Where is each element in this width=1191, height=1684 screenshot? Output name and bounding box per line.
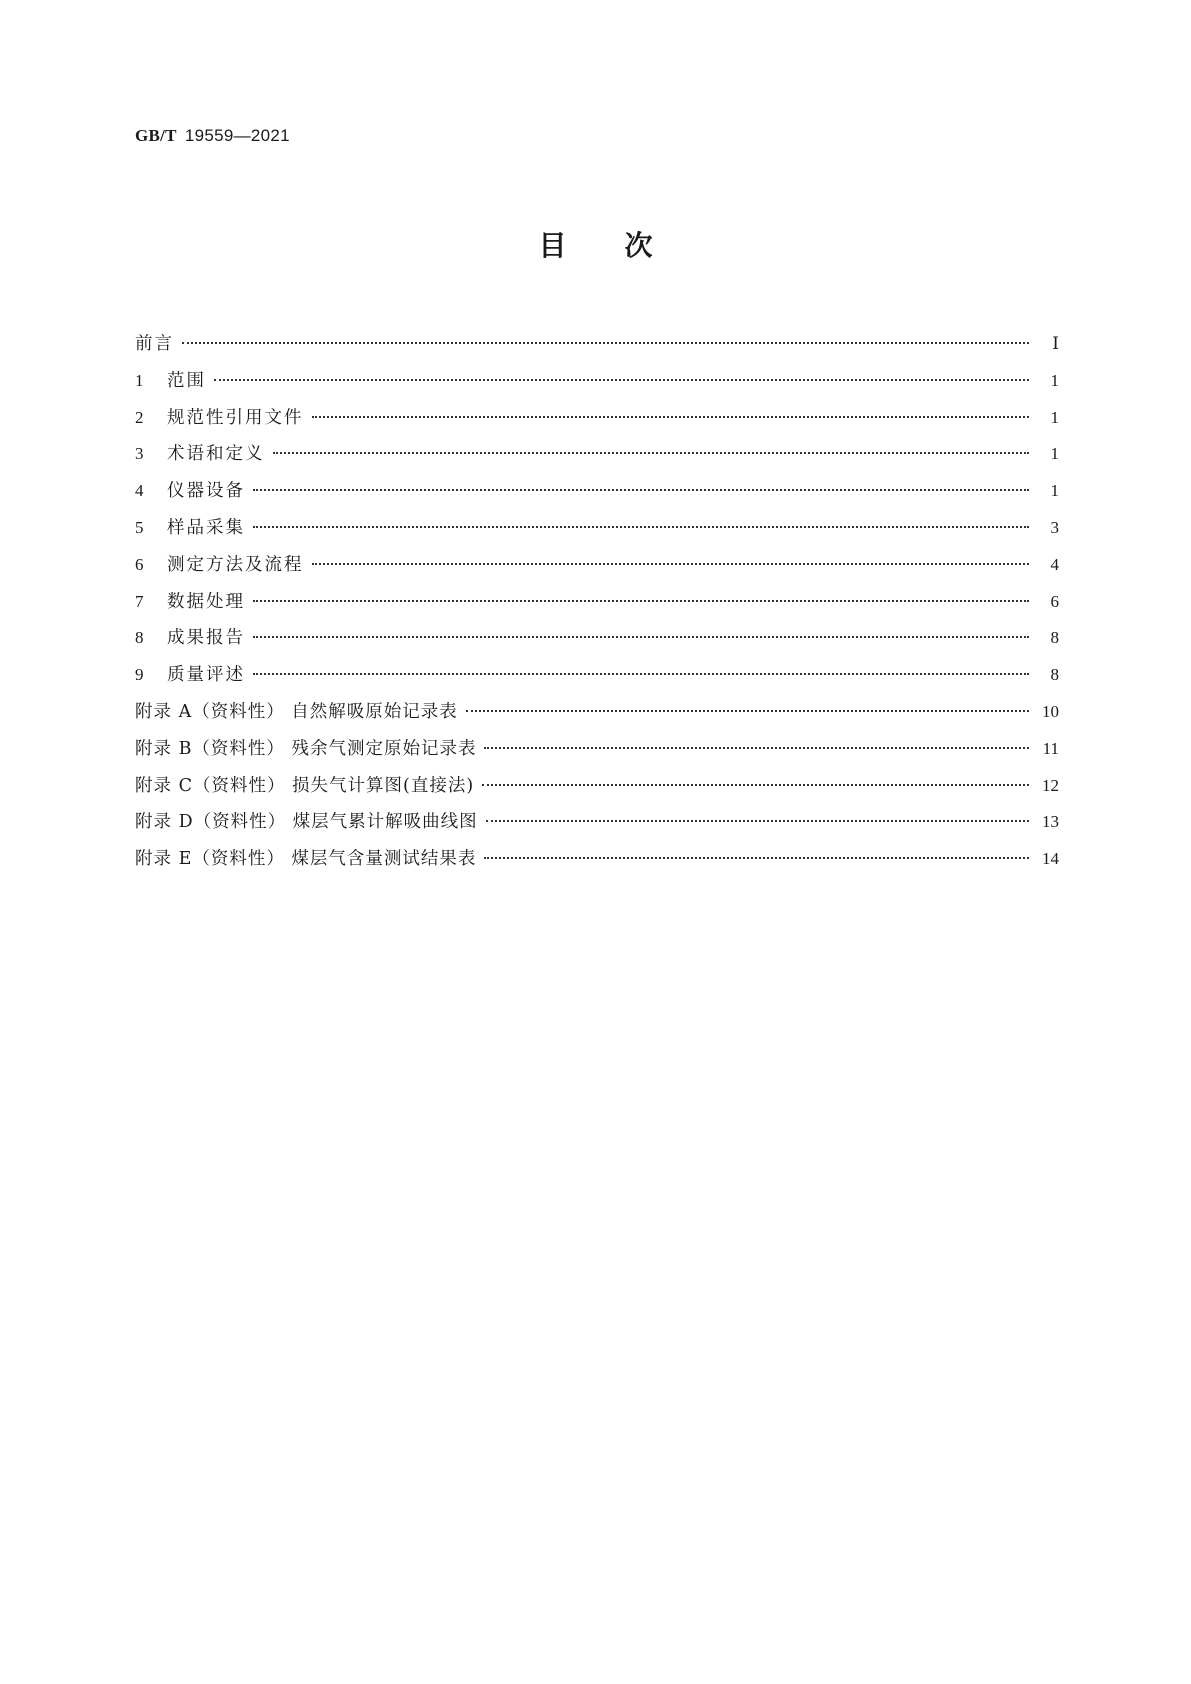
toc-entry-label: 测定方法及流程 (167, 554, 304, 575)
toc-entry-annex-a[interactable] (135, 694, 1059, 731)
toc-leader-dots (312, 416, 1030, 418)
standard-code: GB/T (135, 126, 177, 145)
toc-entry-page: 6 (1050, 591, 1059, 611)
toc-entry-label: 附录 C（资料性） 损失气计算图(直接法) (135, 775, 475, 796)
toc-entry-page: 12 (1042, 775, 1059, 795)
toc-leader-dots (182, 342, 1029, 344)
toc-entry-label: 前言 (135, 334, 174, 354)
toc-leader-dots (273, 452, 1030, 454)
toc-leader-dots (484, 747, 1029, 749)
toc-leader-dots (253, 600, 1029, 602)
toc-entry-page: 13 (1042, 812, 1059, 832)
toc-leader-dots (466, 710, 1029, 712)
toc-leader-dots (253, 526, 1029, 528)
page-title: 目次 (538, 229, 711, 262)
toc-entry-page: 1 (1050, 407, 1059, 427)
toc-entry-scope[interactable] (135, 363, 1059, 400)
toc-entry-normative-references[interactable] (135, 400, 1059, 437)
toc-entry-page: 1 (1050, 481, 1059, 501)
toc-entry-number: 7 (135, 591, 144, 611)
toc-entry-label: 附录 D（资料性） 煤层气累计解吸曲线图 (135, 812, 478, 833)
toc-entry-label: 规范性引用文件 (167, 407, 304, 428)
toc-entry-label: 附录 B（资料性） 残余气测定原始记录表 (135, 738, 477, 759)
toc-entry-annex-b[interactable] (135, 731, 1059, 768)
toc-entry-page: 1 (1050, 444, 1059, 464)
toc-leader-dots (482, 784, 1029, 786)
toc-entry-annex-c[interactable] (135, 768, 1059, 805)
toc-entry-label: 样品采集 (167, 517, 245, 538)
toc-entry-number: 3 (135, 444, 144, 464)
toc-entry-foreword[interactable] (135, 326, 1059, 363)
toc-entry-annex-e[interactable] (135, 841, 1059, 878)
toc-entry-data-processing[interactable] (135, 584, 1059, 621)
standard-number (135, 126, 290, 146)
toc-entry-instruments[interactable] (135, 473, 1059, 510)
toc-entry-annex-d[interactable] (135, 804, 1059, 841)
toc-entry-page: 8 (1050, 628, 1059, 648)
standard-number-value: 19559—2021 (184, 126, 290, 145)
toc-entry-page: Ⅰ (1052, 334, 1059, 353)
toc-entry-page: 11 (1042, 738, 1059, 758)
toc-leader-dots (484, 857, 1029, 859)
toc-entry-report[interactable] (135, 620, 1059, 657)
toc-entry-number: 8 (135, 628, 144, 648)
toc-entry-page: 3 (1050, 517, 1059, 537)
toc-entry-quality[interactable] (135, 657, 1059, 694)
toc-entry-number: 1 (135, 370, 144, 390)
toc-entry-label: 附录 A（资料性） 自然解吸原始记录表 (135, 701, 458, 722)
toc-entry-page: 4 (1050, 554, 1059, 574)
toc-entry-label: 成果报告 (167, 628, 245, 649)
toc-leader-dots (253, 489, 1029, 491)
toc-entry-number: 4 (135, 481, 144, 501)
toc-entry-terms-definitions[interactable] (135, 436, 1059, 473)
toc-leader-dots (486, 820, 1029, 822)
table-of-contents (135, 326, 1059, 878)
toc-entry-label: 仪器设备 (167, 481, 245, 502)
toc-entry-label: 数据处理 (167, 591, 245, 612)
toc-entry-number: 6 (135, 554, 144, 574)
toc-leader-dots (214, 379, 1029, 381)
toc-entry-methods[interactable] (135, 547, 1059, 584)
toc-entry-label: 质量评述 (167, 665, 245, 686)
toc-entry-label: 术语和定义 (167, 444, 265, 465)
toc-entry-sampling[interactable] (135, 510, 1059, 547)
toc-entry-page: 1 (1050, 370, 1059, 390)
toc-entry-number: 2 (135, 407, 144, 427)
toc-entry-label: 范围 (167, 370, 206, 391)
toc-leader-dots (253, 673, 1029, 675)
toc-entry-number: 5 (135, 517, 144, 537)
toc-entry-page: 8 (1050, 665, 1059, 685)
toc-leader-dots (253, 636, 1029, 638)
toc-entry-page: 14 (1042, 849, 1059, 869)
toc-entry-page: 10 (1042, 701, 1059, 721)
toc-entry-number: 9 (135, 665, 144, 685)
toc-entry-label: 附录 E（资料性） 煤层气含量测试结果表 (135, 849, 477, 870)
toc-leader-dots (312, 563, 1030, 565)
